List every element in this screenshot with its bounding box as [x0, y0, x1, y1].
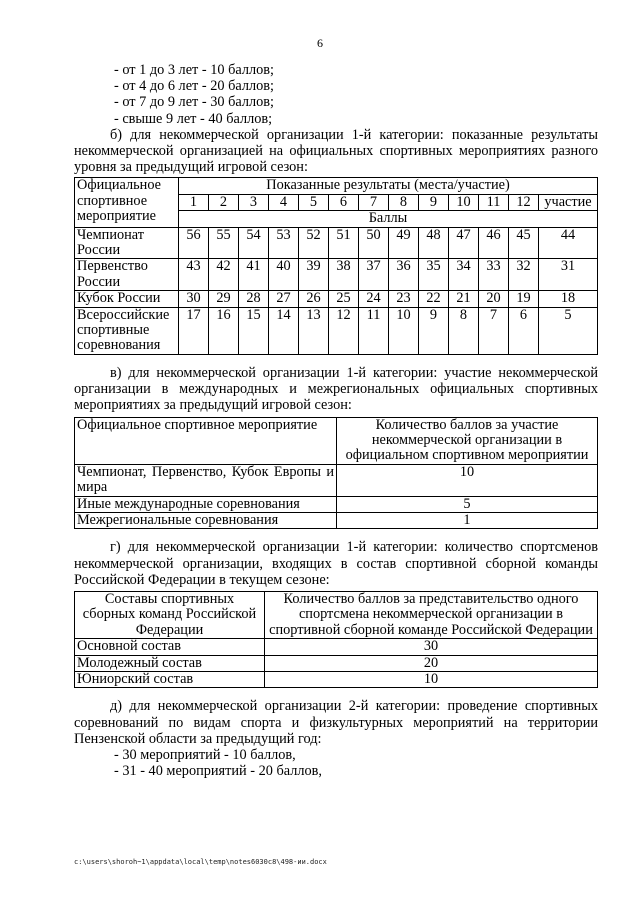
table-row: [75, 464, 598, 496]
cell: 14: [269, 307, 299, 354]
list-item: - от 7 до 9 лет - 30 баллов;: [114, 94, 274, 111]
cell: 38: [329, 259, 359, 291]
column-header: 7: [359, 194, 389, 210]
cell: 44: [539, 227, 598, 259]
cell: 41: [239, 259, 269, 291]
paragraph-b: б) для некоммерческой организации 1-й категории: показанные результаты некоммерческой организацией на официальных спортивных мероприятиях разного уровня за предыдущий игровой сезон:: [74, 126, 598, 176]
row-name: Юниорский состав: [75, 671, 265, 687]
cell: 9: [419, 307, 449, 354]
cell: 35: [419, 259, 449, 291]
cell: 48: [419, 227, 449, 259]
column-header: 3: [239, 194, 269, 210]
column-header: 1: [179, 194, 209, 210]
paragraph-g: г) для некоммерческой организации 1-й категории: количество спортсменов некоммерческой организации, входящих в состав спортивной сборной команды Российской Федерации в текущем сезоне:: [74, 539, 598, 588]
cell: 10: [265, 671, 598, 687]
cell: 7: [479, 307, 509, 354]
cell: 56: [179, 227, 209, 259]
cell: 16: [209, 307, 239, 354]
row-name: Всероссийские спортивные соревнования: [75, 307, 179, 354]
cell: 8: [449, 307, 479, 354]
row-name: Иные международные соревнования: [75, 496, 337, 512]
cell: 20: [479, 291, 509, 307]
file-path-footer: c:\users\shoroh~1\appdata\local\temp\notes6030c8\498-ии.docx: [74, 858, 327, 866]
column-header: 2: [209, 194, 239, 210]
list-item: - 30 мероприятий - 10 баллов,: [114, 747, 296, 763]
cell: 37: [359, 259, 389, 291]
table-header-event: Официальное спортивное мероприятие: [75, 417, 337, 464]
table-row: [75, 227, 598, 259]
cell: 24: [359, 291, 389, 307]
list-item: - 31 - 40 мероприятий - 20 баллов,: [114, 763, 322, 780]
cell: 19: [509, 291, 539, 307]
row-name: Первенство России: [75, 259, 179, 291]
row-name: Чемпионат, Первенство, Кубок Европы и мира: [75, 464, 337, 496]
table-row: [75, 512, 598, 528]
table-row: [75, 655, 598, 671]
cell: 52: [299, 227, 329, 259]
table-row: [75, 291, 598, 307]
table-header-team: Составы спортивных сборных команд Российской Федерации: [75, 591, 265, 638]
cell: 13: [299, 307, 329, 354]
table-header-results: Показанные результаты (места/участие): [179, 178, 598, 194]
document-body: [74, 62, 598, 779]
table-row: [75, 671, 598, 687]
row-name: Основной состав: [75, 639, 265, 655]
list-item: - от 1 до 3 лет - 10 баллов;: [114, 62, 274, 78]
column-header: участие: [539, 194, 598, 210]
cell: 25: [329, 291, 359, 307]
results-table: [74, 177, 598, 354]
column-header: 9: [419, 194, 449, 210]
table-row: [75, 639, 598, 655]
years-list: [74, 62, 598, 127]
national-team-table: [74, 591, 598, 688]
cell: 5: [539, 307, 598, 354]
list-item: - свыше 9 лет - 40 баллов;: [114, 110, 273, 127]
page-number: 6: [317, 36, 323, 50]
cell: 47: [449, 227, 479, 259]
paragraph-v: в) для некоммерческой организации 1-й категории: участие некоммерческой организации в международных и межрегиональных официальных спортивных мероприятиях за предыдущий игровой сезон:: [74, 364, 598, 414]
column-header: 8: [389, 194, 419, 210]
cell: 12: [329, 307, 359, 354]
events-list: [74, 747, 598, 779]
cell: 53: [269, 227, 299, 259]
table-row: [75, 307, 598, 354]
column-header: 11: [479, 194, 509, 210]
cell: 28: [239, 291, 269, 307]
row-name: Чемпионат России: [75, 227, 179, 259]
table-header-event: Официальное спортивное мероприятие: [75, 178, 179, 227]
cell: 54: [239, 227, 269, 259]
column-header: 10: [449, 194, 479, 210]
column-header: 12: [509, 194, 539, 210]
cell: 40: [269, 259, 299, 291]
cell: 50: [359, 227, 389, 259]
column-header: 5: [299, 194, 329, 210]
row-name: Кубок России: [75, 291, 179, 307]
cell: 10: [389, 307, 419, 354]
cell: 43: [179, 259, 209, 291]
cell: 27: [269, 291, 299, 307]
cell: 26: [299, 291, 329, 307]
cell: 49: [389, 227, 419, 259]
cell: 34: [449, 259, 479, 291]
cell: 10: [337, 464, 598, 496]
cell: 32: [509, 259, 539, 291]
cell: 29: [209, 291, 239, 307]
cell: 51: [329, 227, 359, 259]
cell: 11: [359, 307, 389, 354]
cell: 15: [239, 307, 269, 354]
cell: 5: [337, 496, 598, 512]
cell: 45: [509, 227, 539, 259]
cell: 30: [265, 639, 598, 655]
points-label: Баллы: [179, 211, 598, 227]
cell: 22: [419, 291, 449, 307]
table-header-points: Количество баллов за участие некоммерческой организации в официальном спортивном мероприятии: [337, 417, 598, 464]
cell: 39: [299, 259, 329, 291]
row-name: Молодежный состав: [75, 655, 265, 671]
table-row: [75, 259, 598, 291]
cell: 21: [449, 291, 479, 307]
list-item: - от 4 до 6 лет - 20 баллов;: [114, 78, 274, 95]
table-header-points: Количество баллов за представительство одного спортсмена некоммерческой организации в спортивной сборной команде Российской Федерации: [265, 591, 598, 638]
cell: 46: [479, 227, 509, 259]
cell: 42: [209, 259, 239, 291]
cell: 33: [479, 259, 509, 291]
cell: 17: [179, 307, 209, 354]
cell: 30: [179, 291, 209, 307]
cell: 1: [337, 512, 598, 528]
international-table: [74, 417, 598, 530]
column-header: 4: [269, 194, 299, 210]
cell: 31: [539, 259, 598, 291]
paragraph-d: д) для некоммерческой организации 2-й категории: проведение спортивных соревнований по видам спорта и физкультурных мероприятий на территории Пензенской области за предыдущий год:: [74, 698, 598, 747]
row-name: Межрегиональные соревнования: [75, 512, 337, 528]
cell: 55: [209, 227, 239, 259]
cell: 20: [265, 655, 598, 671]
cell: 36: [389, 259, 419, 291]
cell: 23: [389, 291, 419, 307]
cell: 18: [539, 291, 598, 307]
table-row: [75, 496, 598, 512]
cell: 6: [509, 307, 539, 354]
column-header: 6: [329, 194, 359, 210]
